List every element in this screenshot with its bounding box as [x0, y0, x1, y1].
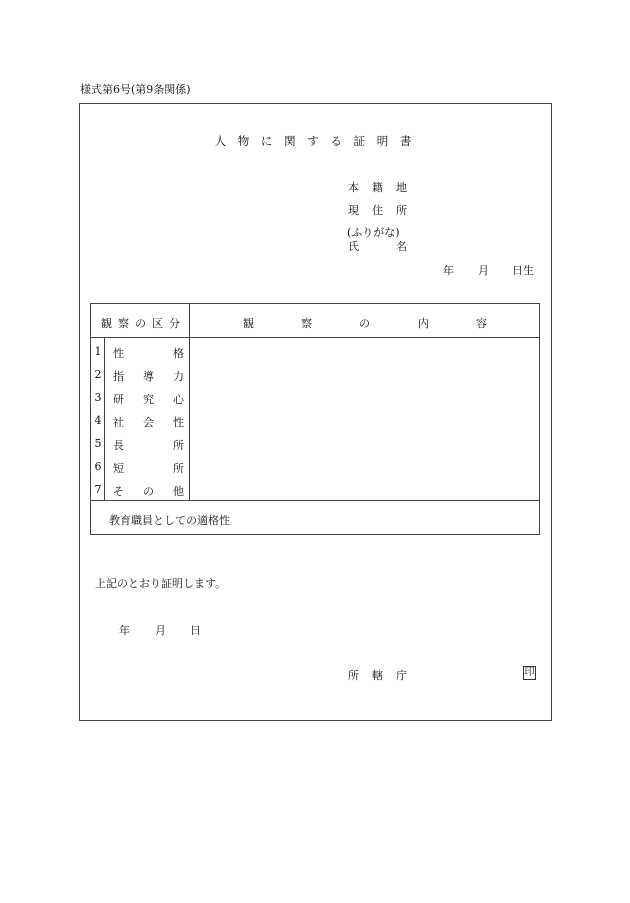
furigana-label: (ふりがな): [347, 226, 400, 239]
address-char-1: 現: [348, 204, 359, 217]
row-label-strengths: 長 所: [113, 439, 184, 452]
authority-char-3: 庁: [396, 669, 407, 682]
row-number: 2: [94, 368, 102, 381]
address-char-2: 住: [372, 204, 383, 217]
row-number: 4: [94, 414, 102, 427]
document-title: 人 物 に 関 す る 証 明 書: [214, 134, 416, 148]
honseki-char-2: 籍: [372, 181, 383, 194]
birth-month-label: 月: [478, 264, 489, 277]
name-char-1: 氏: [348, 240, 359, 253]
header-content-char-3: の: [359, 317, 370, 330]
header-category-char-3: の: [135, 317, 146, 330]
header-content-char-4: 内: [418, 317, 429, 330]
seal-mark: 印: [524, 667, 535, 678]
header-content-char-5: 容: [476, 317, 487, 330]
date-year-label: 年: [119, 624, 130, 637]
column-divider: [189, 304, 190, 500]
address-char-3: 所: [396, 204, 407, 217]
row-label-sociability: 社 会 性: [113, 416, 184, 429]
row-number: 6: [94, 460, 102, 473]
row-number: 7: [94, 483, 102, 496]
row-number: 3: [94, 391, 102, 404]
name-char-2: 名: [396, 240, 407, 253]
observation-table: [90, 303, 540, 535]
date-month-label: 月: [155, 624, 166, 637]
certify-text: 上記のとおり証明します。: [95, 577, 227, 590]
suitability-label: 教育職員としての適格性: [109, 514, 230, 527]
number-divider: [104, 337, 105, 500]
row-label-leadership: 指 導 力: [113, 370, 184, 383]
header-category-char-1: 観: [101, 317, 112, 330]
row-number: 5: [94, 437, 102, 450]
row-label-weaknesses: 短 所: [113, 462, 184, 475]
authority-char-1: 所: [348, 669, 359, 682]
row-number: 1: [94, 345, 102, 358]
header-divider: [91, 337, 539, 338]
honseki-char-3: 地: [396, 181, 407, 194]
header-category-char-2: 察: [118, 317, 129, 330]
header-category-char-5: 分: [169, 317, 180, 330]
form-number: 様式第6号(第9条関係): [80, 83, 191, 96]
row-label-other: そ の 他: [113, 485, 184, 498]
row-label-character: 性 格: [113, 347, 184, 360]
header-content-char-1: 観: [243, 317, 254, 330]
header-content-char-2: 察: [301, 317, 312, 330]
header-category-char-4: 区: [152, 317, 163, 330]
row-label-inquisitiveness: 研 究 心: [113, 393, 184, 406]
authority-char-2: 轄: [372, 669, 383, 682]
birth-year-label: 年: [443, 264, 454, 277]
honseki-char-1: 本: [348, 181, 359, 194]
suitability-divider: [91, 500, 539, 501]
birth-day-label: 日生: [512, 264, 534, 277]
date-day-label: 日: [190, 624, 201, 637]
